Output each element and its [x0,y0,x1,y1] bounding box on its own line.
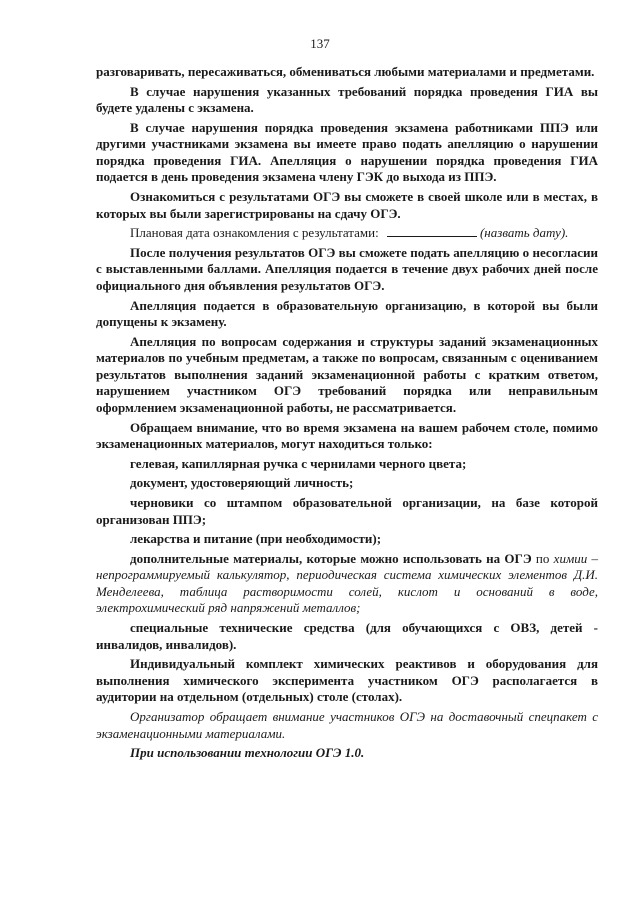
paragraph-appeal-where: Апелляция подается в образовательную организацию, в которой вы были допущены к экзамену. [96,297,598,330]
paragraph-appeal-violation: В случае нарушения порядка проведения экзамена работниками ППЭ или другими участниками экзамена вы имеете право подать апелляцию о нарушении порядка проведения ГИА. Апелляция о нарушении порядка проведения ГИА подается в день проведения экзамена члену ГЭК до выхода из ППЭ. [96,119,598,185]
list-item-additional-materials [96,551,598,617]
paragraph-results-location: Ознакомиться с результатами ОГЭ вы сможете в своей школе или в местах, в которых вы были зарегистрированы на сдачу ОГЭ. [96,189,598,221]
paragraph-desk-items-intro: Обращаем внимание, что во время экзамена на вашем рабочем столе, помимо экзаменационных материалов, могут находиться только: [96,419,598,451]
additional-materials-chemistry: химии – непрограммируемый калькулятор, периодическая система химических элементов Д.И. Менделеева, таблица растворимости солей, кислот и оснований в воде, электрохимический ряд напряжений металлов; [96,550,599,616]
results-date-label: Плановая дата ознакомления с результатами: [130,225,379,241]
paragraph-removal-warning: В случае нарушения указанных требований порядка проведения ГИА вы будете удалены с экзамена. [96,83,598,116]
list-item-id-document: документ, удостоверяющий личность; [130,475,354,491]
document-body [96,64,598,765]
list-item-medicine-food: лекарства и питание (при необходимости); [130,531,382,547]
additional-materials-po: по [535,550,550,566]
paragraph-continuation: разговаривать, пересаживаться, обмениваться любыми материалами и предметами. [96,64,595,79]
paragraph-organizer-note: Организатор обращает внимание участников ОГЭ на доставочный спецпакет с экзаменационными материалами. [96,709,598,741]
paragraph-reagent-kit: Индивидуальный комплект химических реактивов и оборудования для выполнения химического эксперимента участником ОГЭ располагается в аудитории на отдельном (отдельных) столе (столах). [96,656,598,705]
paragraph-appeal-not-considered: Апелляция по вопросам содержания и структуры заданий экзаменационных материалов по учебным предметам, а также по вопросам, связанным с оцениванием результатов выполнения заданий экзаменационной работы с кратким ответом, нарушением участником ОГЭ требований порядка или неправильным оформлением экзаменационной работы, не рассматривается. [96,333,598,415]
list-item-special-equipment: специальные технические средства (для обучающихся с ОВЗ, детей - инвалидов, инвалидов). [96,620,598,652]
paragraph-appeal-scores: После получения результатов ОГЭ вы сможете подать апелляцию о несогласии с выставленными баллами. Апелляция подается в течение двух рабочих дней после официального дня объявления результатов ОГЭ. [96,244,598,293]
paragraph-results-date [96,225,598,242]
paragraph-technology-heading: При использовании технологии ОГЭ 1.0. [130,745,365,761]
list-item-pen: гелевая, капиллярная ручка с чернилами черного цвета; [130,455,467,471]
page-number: 137 [310,36,330,51]
additional-materials-bold: дополнительные материалы, которые можно использовать на ОГЭ [130,550,532,566]
date-blank-line [387,226,477,237]
results-date-note: (назвать дату). [479,225,569,241]
list-item-drafts: черновики со штампом образовательной организации, на базе которой организован ППЭ; [96,495,598,527]
